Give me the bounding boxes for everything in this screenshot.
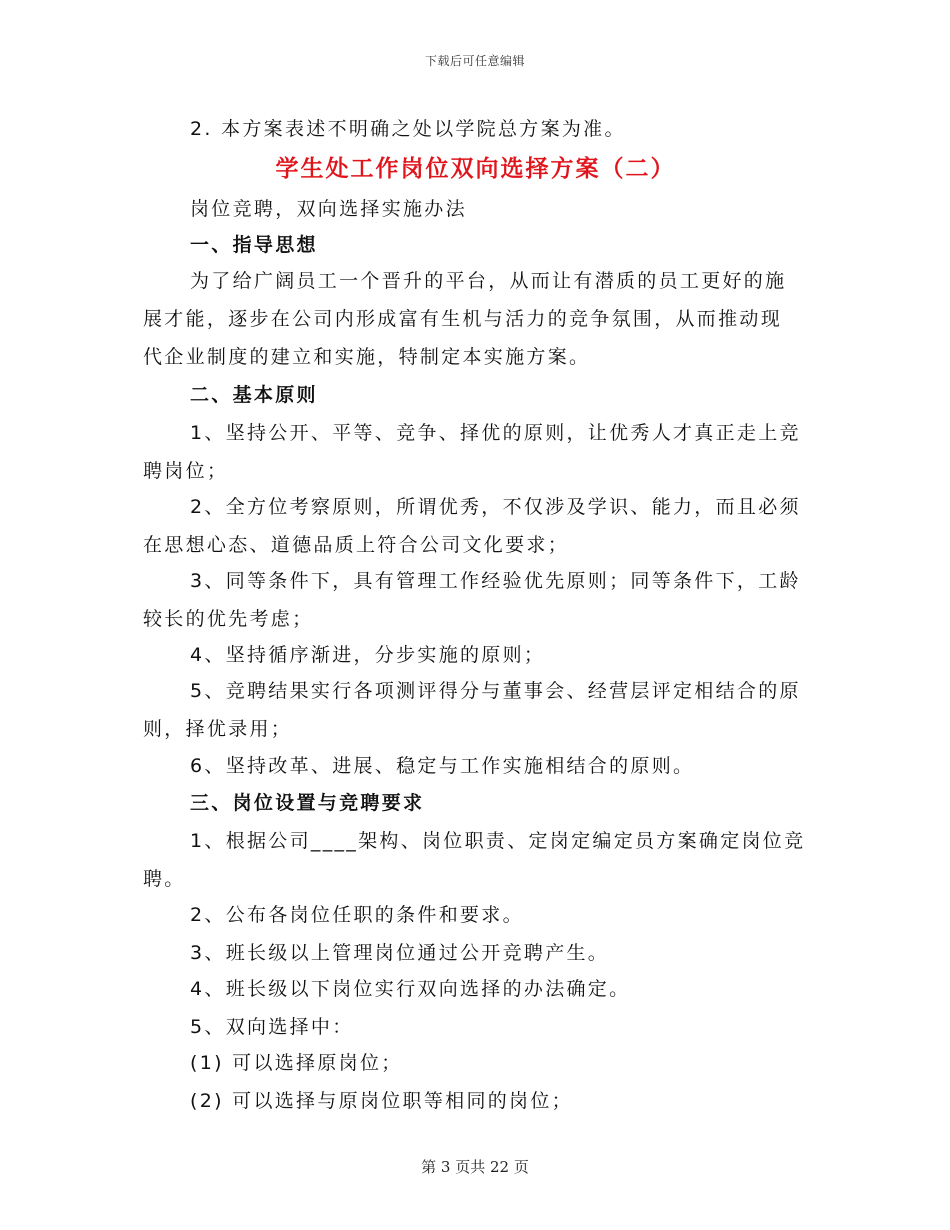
list-item-continuation: 较长的优先考虑； xyxy=(143,608,314,630)
sub-list-item: (2) 可以选择与原岗位职等相同的岗位； xyxy=(190,1090,573,1112)
list-item: 3、同等条件下，具有管理工作经验优先原则；同等条件下，工龄 xyxy=(190,570,801,592)
list-item: 2、公布各岗位任职的条件和要求。 xyxy=(190,904,524,926)
document-title: 学生处工作岗位双向选择方案（二） xyxy=(275,156,676,182)
list-item-continuation: 聘。 xyxy=(143,868,186,890)
list-item: 5、双向选择中： xyxy=(190,1016,354,1038)
list-item: 6、坚持改革、进展、稳定与工作实施相结合的原则。 xyxy=(190,755,695,777)
list-item: 5、竞聘结果实行各项测评得分与董事会、经营层评定相结合的原 xyxy=(190,680,801,702)
list-item-continuation: 聘岗位； xyxy=(143,460,229,482)
list-item: 3、班长级以上管理岗位通过公开竞聘产生。 xyxy=(190,942,610,964)
list-item-continuation: 在思想心态、道德品质上符合公司文化要求； xyxy=(143,534,570,556)
page-header: 下载后可任意编辑 xyxy=(424,54,525,68)
paragraph-line: 展才能，逐步在公司内形成富有生机与活力的竞争氛围，从而推动现 xyxy=(143,308,783,330)
sub-list-item: (1) 可以选择原岗位； xyxy=(190,1052,403,1074)
list-item: 1、根据公司____架构、岗位职责、定岗定编定员方案确定岗位竞 xyxy=(190,830,806,852)
paragraph-line: 代企业制度的建立和实施，特制定本实施方案。 xyxy=(143,346,591,368)
list-item-continuation: 则，择优录用； xyxy=(143,718,293,740)
section-heading: 三、岗位设置与竞聘要求 xyxy=(190,792,425,814)
page-footer: 第 3 页共 22 页 xyxy=(421,1158,529,1176)
paragraph-line: 2. 本方案表述不明确之处以学院总方案为准。 xyxy=(190,118,626,140)
section-heading: 一、指导思想 xyxy=(190,234,318,256)
list-item: 1、坚持公开、平等、竞争、择优的原则，让优秀人才真正走上竞 xyxy=(190,422,801,444)
list-item: 2、全方位考察原则，所谓优秀，不仅涉及学识、能力，而且必须 xyxy=(190,496,801,518)
paragraph-line: 为了给广阔员工一个晋升的平台，从而让有潜质的员工更好的施 xyxy=(190,270,787,292)
list-item: 4、坚持循序渐进，分步实施的原则； xyxy=(190,644,546,666)
section-heading: 二、基本原则 xyxy=(190,384,318,406)
list-item: 4、班长级以下岗位实行双向选择的办法确定。 xyxy=(190,978,631,1000)
subtitle: 岗位竞聘，双向选择实施办法 xyxy=(190,198,467,220)
